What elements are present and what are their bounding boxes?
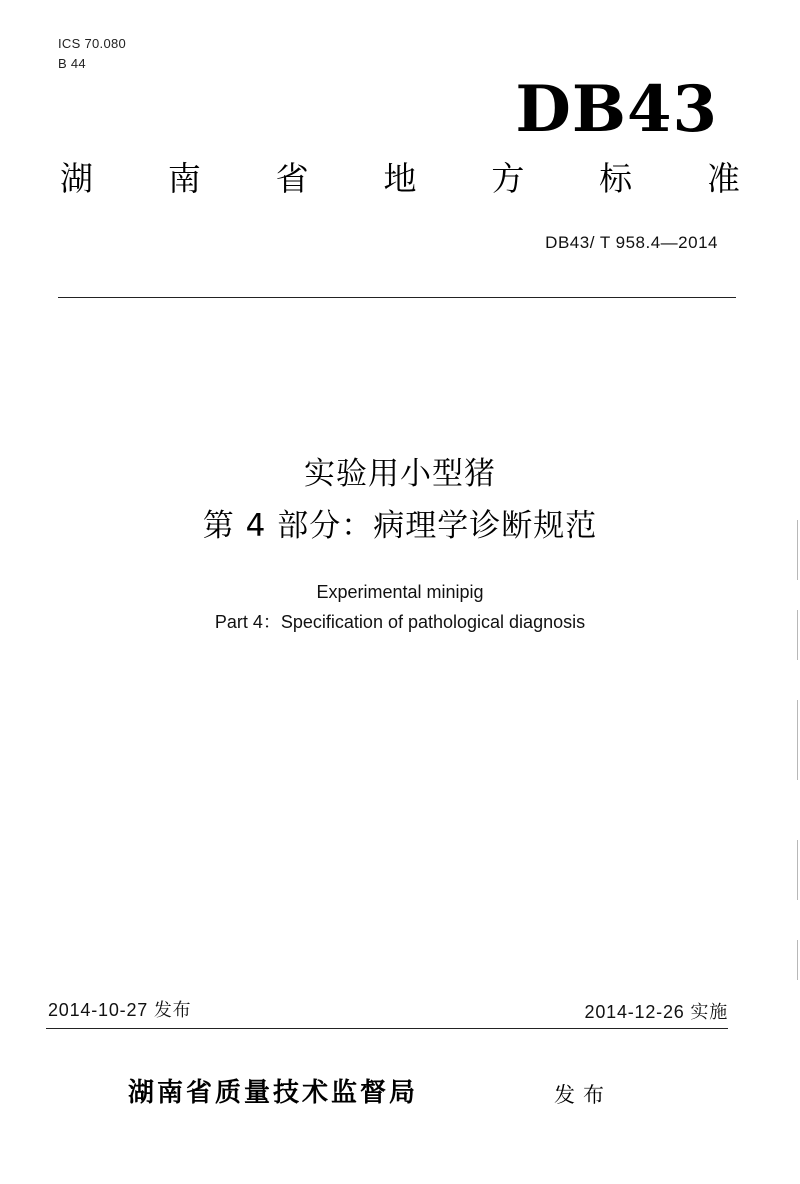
- ccs-code: B 44: [58, 56, 86, 71]
- standard-type-char: 方: [491, 159, 525, 198]
- scan-edge-mark: [797, 520, 798, 580]
- bottom-divider: [46, 1028, 728, 1029]
- standard-type-char: 省: [275, 159, 309, 198]
- title-english-main: Experimental minipig: [316, 582, 484, 602]
- standard-type-char: 准: [706, 159, 740, 198]
- publish-label: 发布: [554, 1083, 612, 1107]
- scan-edge-mark: [797, 940, 798, 980]
- ics-code: ICS 70.080: [58, 36, 127, 51]
- scan-edge-mark: [797, 840, 798, 900]
- scan-edge-mark: [797, 700, 798, 780]
- title-chinese-part: 第 4 部分：病理学诊断规范: [202, 508, 598, 544]
- standard-number: DB43/ T 958.4—2014: [545, 233, 718, 252]
- publisher-name: 湖南省质量技术监督局: [128, 1078, 419, 1108]
- title-chinese-main: 实验用小型猪: [304, 456, 496, 492]
- standard-type-char: 湖: [60, 159, 93, 198]
- standard-type-heading: [60, 158, 740, 200]
- standard-code-logo: DB43: [515, 72, 718, 147]
- scan-edge-mark: [797, 610, 798, 660]
- standard-type-char: 南: [167, 159, 201, 198]
- top-divider: [58, 297, 736, 298]
- standard-type-char: 标: [599, 159, 633, 198]
- standard-type-char: 地: [383, 159, 417, 198]
- implementation-date: 2014-12-26 实施: [584, 1002, 728, 1022]
- title-english-part: Part 4：Specification of pathological diagnosis: [214, 612, 586, 632]
- issue-date: 2014-10-27 发布: [48, 1000, 192, 1020]
